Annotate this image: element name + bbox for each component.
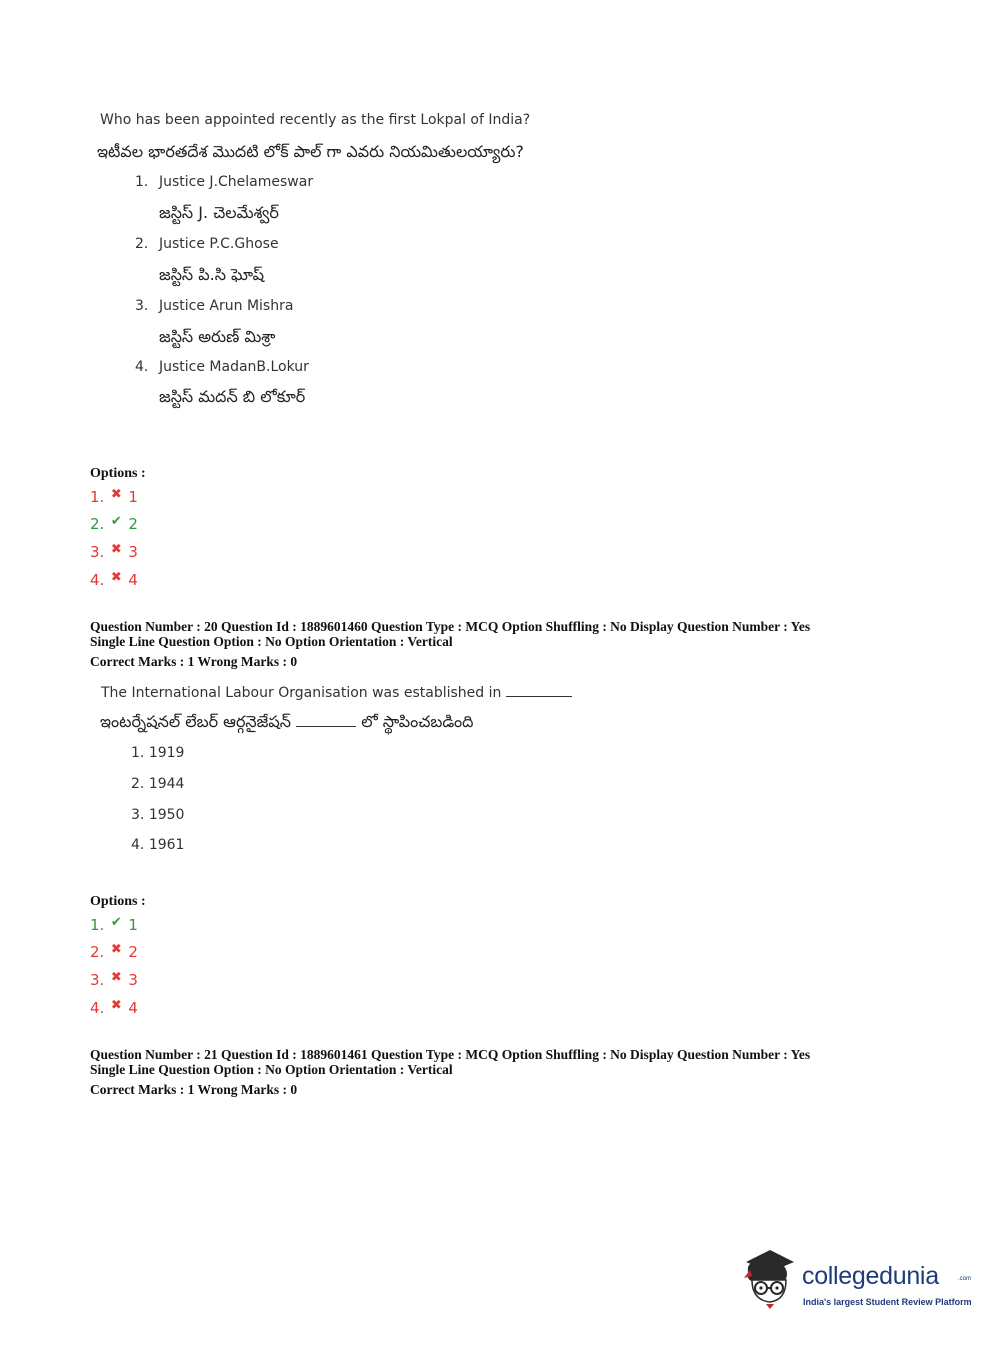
- q20-option-3: [131, 807, 184, 823]
- answer-number: 1.: [90, 488, 105, 506]
- answer-number: 4.: [90, 999, 105, 1017]
- q19-option-3: [135, 298, 293, 314]
- q19-question-en: Who has been appointed recently as the first Lokpal of India?: [100, 112, 531, 128]
- q20-meta-line2: Single Line Question Option : No Option Orientation : Vertical: [90, 634, 453, 649]
- answer-number: 3.: [90, 543, 105, 561]
- q21-meta-line3: Correct Marks : 1 Wrong Marks : 0: [90, 1082, 298, 1097]
- q20-answer-2: [90, 943, 138, 961]
- q20-meta-line3: Correct Marks : 1 Wrong Marks : 0: [90, 654, 298, 669]
- q20-question-en: [101, 684, 572, 701]
- option-number: 2.: [131, 776, 145, 792]
- q21-meta-line1: Question Number : 21 Question Id : 1889601461 Question Type : MCQ Option Shuffling : No Display Question Number : Yes: [90, 1047, 811, 1062]
- q20-option-1: [131, 745, 184, 761]
- mascot-icon: [740, 1248, 798, 1310]
- option-number: 2.: [135, 236, 149, 252]
- cross-icon: ✖: [110, 487, 122, 502]
- logo-name: collegedunia: [802, 1262, 939, 1290]
- q19-option-4: [135, 359, 309, 375]
- cross-icon: ✖: [110, 970, 122, 985]
- question-text: The International Labour Organisation was established in: [101, 685, 502, 701]
- q19-option-1: [135, 174, 313, 190]
- check-icon: ✔: [110, 915, 122, 930]
- q20-options-label: Options :: [90, 894, 146, 909]
- option-value: 1950: [148, 807, 185, 823]
- q21-meta-line2: Single Line Question Option : No Option Orientation : Vertical: [90, 1062, 453, 1077]
- answer-value: 1: [128, 916, 138, 934]
- option-text-en: Justice Arun Mishra: [159, 298, 294, 314]
- answer-value: 3: [128, 543, 138, 561]
- cross-icon: ✖: [110, 942, 122, 957]
- option-number: 1.: [135, 174, 149, 190]
- option-value: 1961: [148, 837, 185, 853]
- answer-blank: [296, 714, 356, 727]
- cross-icon: ✖: [110, 542, 122, 557]
- question-text-te-pre: ఇంటర్నేషనల్ లేబర్ ఆర్గనైజేషన్: [100, 712, 292, 731]
- answer-value: 2: [128, 515, 138, 533]
- logo-tagline: India's largest Student Review Platform: [803, 1297, 972, 1307]
- q19-answer-3: [90, 543, 138, 561]
- answer-blank: [506, 684, 572, 697]
- q19-option-2-te: జస్టిస్ పి.సి ఘోష్: [159, 265, 265, 284]
- q19-option-2: [135, 236, 279, 252]
- q20-question-te: [100, 712, 473, 735]
- logo-suffix: .com: [958, 1276, 972, 1282]
- answer-number: 4.: [90, 571, 105, 589]
- answer-value: 4: [128, 571, 138, 589]
- q19-answer-4: [90, 571, 138, 589]
- option-text-en: Justice J.Chelameswar: [159, 174, 314, 190]
- option-text-en: Justice MadanB.Lokur: [159, 359, 309, 375]
- q20-option-2: [131, 776, 184, 792]
- option-number: 4.: [135, 359, 149, 375]
- option-number: 3.: [135, 298, 149, 314]
- q19-options-label: Options :: [90, 466, 146, 481]
- q19-answer-2: [90, 515, 138, 533]
- q20-meta-line1: Question Number : 20 Question Id : 1889601460 Question Type : MCQ Option Shuffling : No Display Question Number : Yes: [90, 619, 811, 634]
- question-text-te-post: లో స్థాపించబడింది: [361, 712, 474, 731]
- q19-option-4-te: జస్టిస్ మదన్ బి లోకూర్: [159, 387, 306, 406]
- answer-value: 2: [128, 943, 138, 961]
- option-number: 4.: [131, 837, 145, 853]
- option-number: 3.: [131, 807, 145, 823]
- cross-icon: ✖: [110, 570, 122, 585]
- q20-answer-4: [90, 999, 138, 1017]
- q19-question-te: ఇటీవల భారతదేశ మొదటి లోక్ పాల్ గా ఎవరు నియమితులయ్యారు?: [97, 142, 524, 161]
- option-value: 1944: [148, 776, 185, 792]
- answer-value: 4: [128, 999, 138, 1017]
- option-text-en: Justice P.C.Ghose: [159, 236, 279, 252]
- q19-option-1-te: జస్టిస్ J. చెలమేశ్వర్: [159, 203, 279, 222]
- check-icon: ✔: [110, 514, 122, 529]
- answer-number: 2.: [90, 515, 105, 533]
- q20-answer-3: [90, 971, 138, 989]
- q19-option-3-te: జస్టిస్ అరుణ్ మిశ్రా: [159, 327, 276, 346]
- answer-number: 1.: [90, 916, 105, 934]
- option-number: 1.: [131, 745, 145, 761]
- answer-number: 3.: [90, 971, 105, 989]
- option-value: 1919: [148, 745, 185, 761]
- q19-answer-1: [90, 488, 138, 506]
- cross-icon: ✖: [110, 998, 122, 1013]
- answer-value: 3: [128, 971, 138, 989]
- q20-option-4: [131, 837, 184, 853]
- q20-answer-1: [90, 916, 138, 934]
- answer-value: 1: [128, 488, 138, 506]
- answer-number: 2.: [90, 943, 105, 961]
